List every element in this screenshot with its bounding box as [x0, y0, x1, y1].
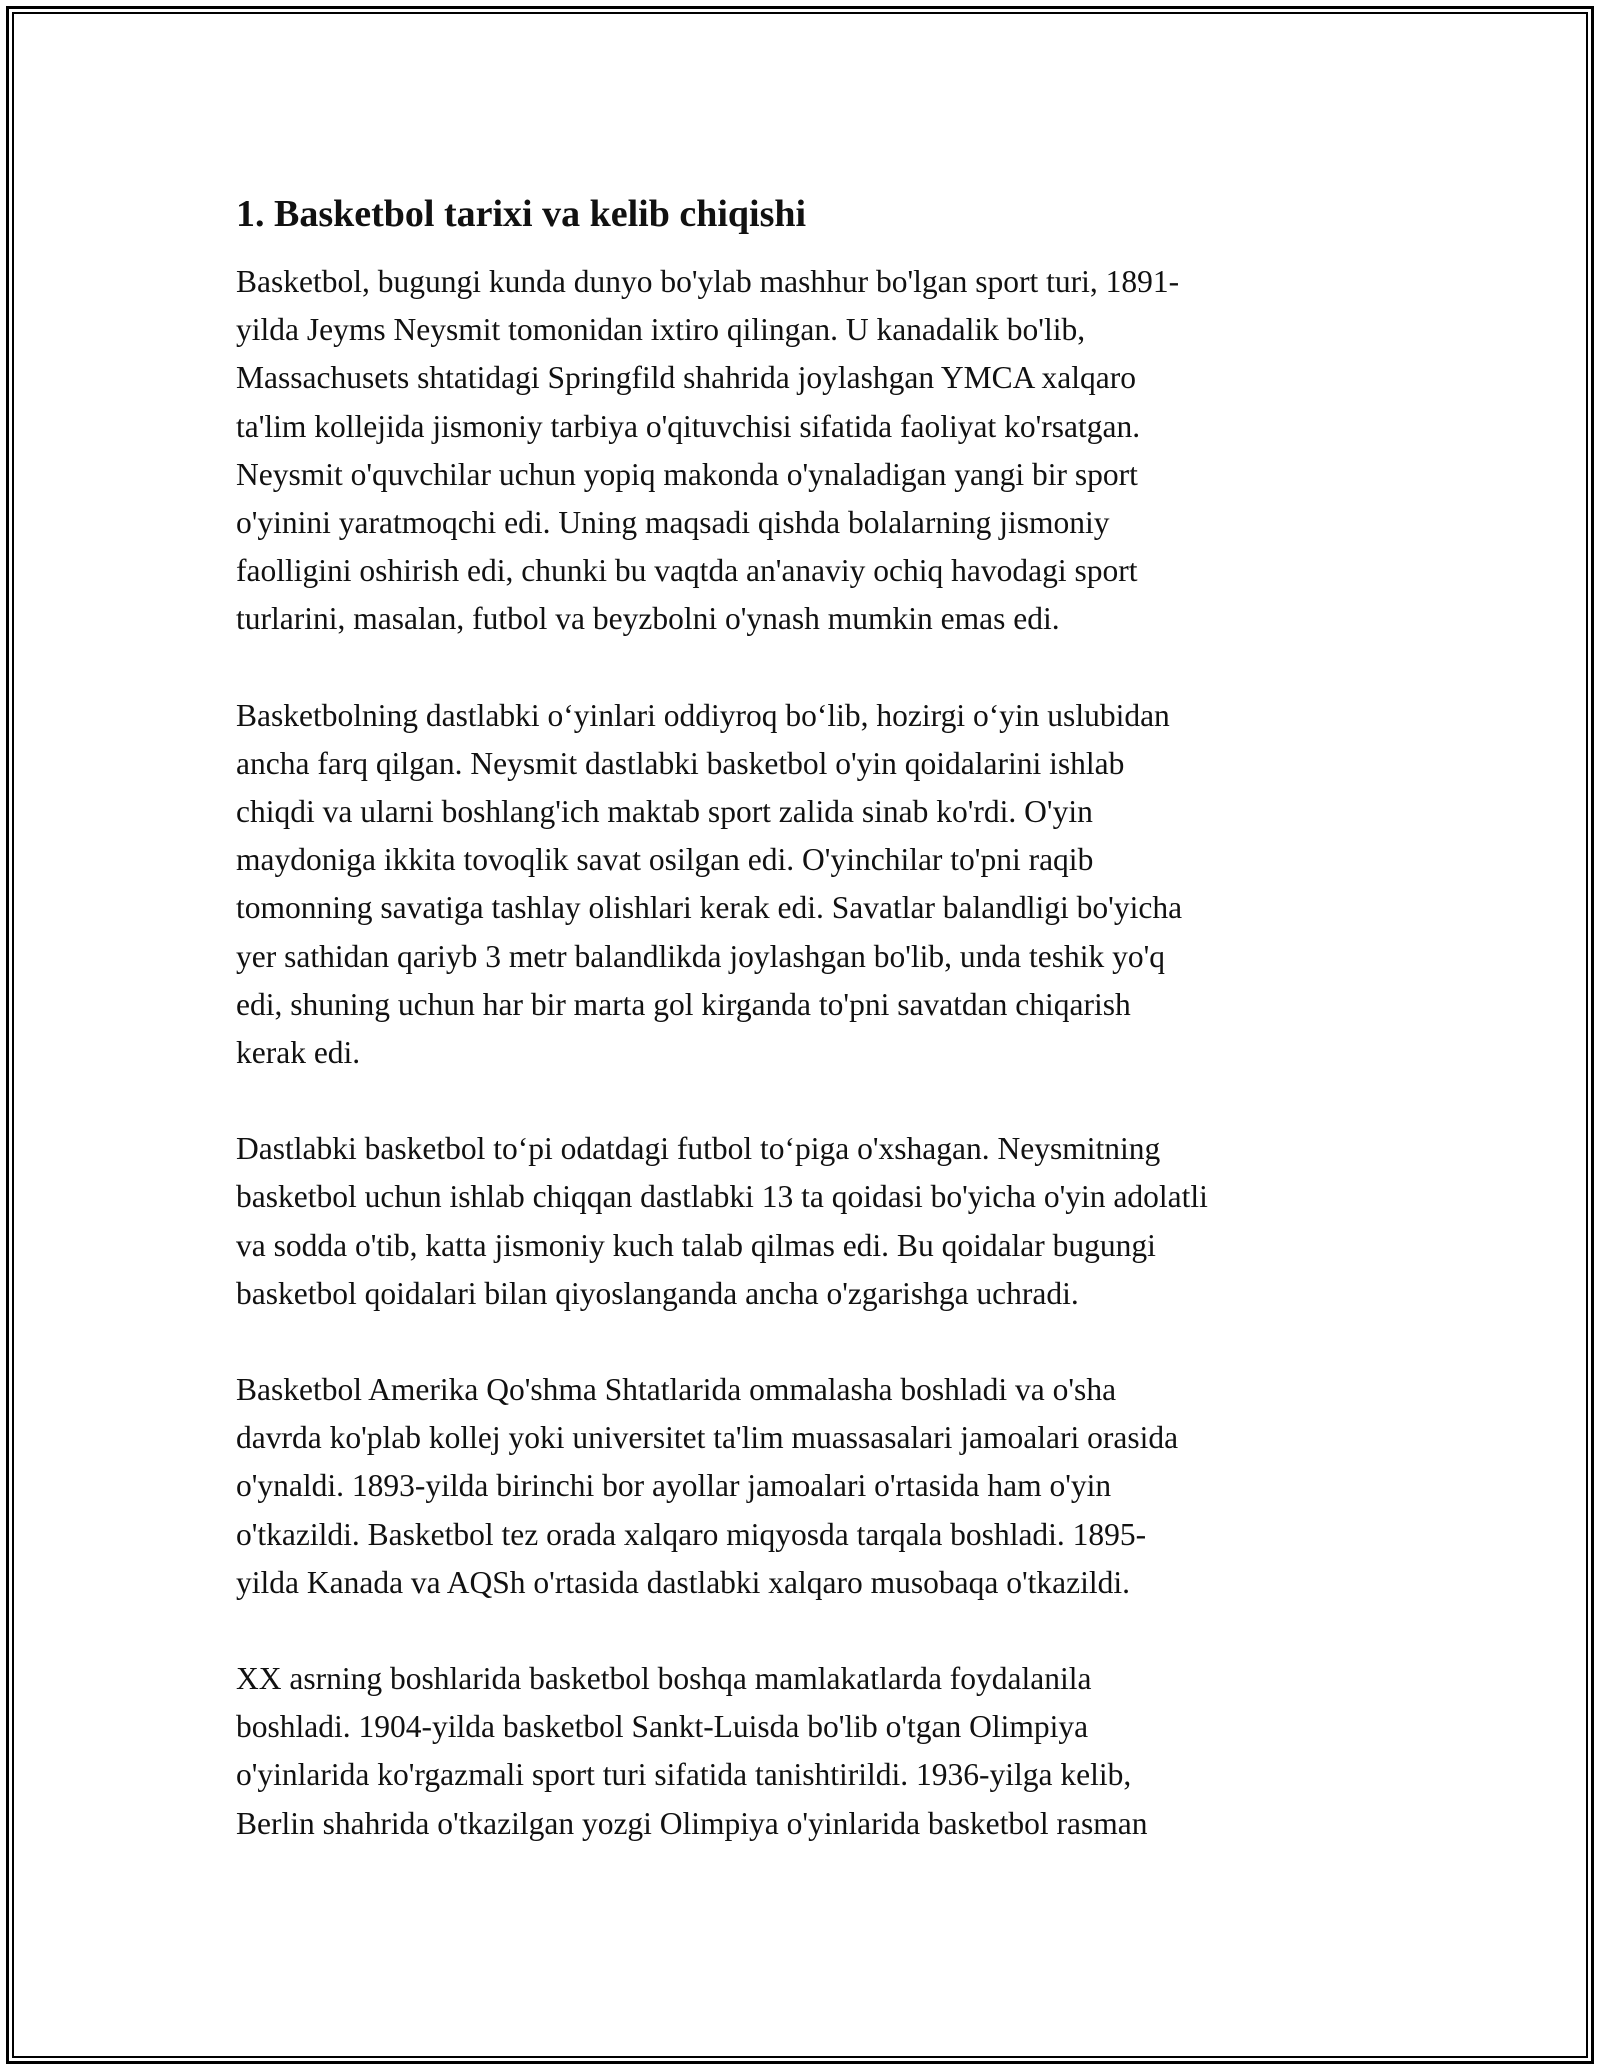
- text-line: davrda ko'plab kollej yoki universitet ta'lim muassasalari jamoalari orasida: [236, 1420, 1179, 1456]
- text-line: faolligini oshirish edi, chunki bu vaqtda an'anaviy ochiq havodagi sport: [236, 553, 1138, 589]
- text-line: yer sathidan qariyb 3 metr balandlikda joylashgan bo'lib, unda teshik yo'q: [236, 938, 1166, 974]
- text-line: edi, shuning uchun har bir marta gol kirganda to'pni savatdan chiqarish: [236, 986, 1131, 1022]
- paragraph-5: [236, 1655, 1376, 1848]
- text-line: basketbol uchun ishlab chiqqan dastlabki 13 ta qoidasi bo'yicha o'yin adolatli: [236, 1179, 1208, 1215]
- paragraph-1: [236, 258, 1376, 644]
- text-line: basketbol qoidalari bilan qiyoslanganda ancha o'zgarishga uchradi.: [236, 1275, 1079, 1311]
- text-line: o'yinini yaratmoqchi edi. Uning maqsadi qishda bolalarning jismoniy: [236, 505, 1110, 541]
- text-line: Dastlabki basketbol to‘pi odatdagi futbol to‘piga o'xshagan. Neysmitning: [236, 1131, 1161, 1167]
- text-line: tomonning savatiga tashlay olishlari kerak edi. Savatlar balandligi bo'yicha: [236, 890, 1183, 926]
- paragraph-4: [236, 1366, 1376, 1607]
- text-line: o'tkazildi. Basketbol tez orada xalqaro miqyosda tarqala boshladi. 1895-: [236, 1516, 1147, 1552]
- text-line: Basketbol, bugungi kunda dunyo bo'ylab mashhur bo'lgan sport turi, 1891-: [236, 264, 1180, 299]
- text-line: ancha farq qilgan. Neysmit dastlabki basketbol o'yin qoidalarini ishlab: [236, 745, 1125, 781]
- text-line: Berlin shahrida o'tkazilgan yozgi Olimpiya o'yinlarida basketbol rasman: [236, 1805, 1148, 1841]
- text-line: o'ynaldi. 1893-yilda birinchi bor ayollar jamoalari o'rtasida ham o'yin: [236, 1468, 1112, 1504]
- text-line: o'yinlarida ko'rgazmali sport turi sifatida tanishtirildi. 1936-yilga kelib,: [236, 1757, 1132, 1793]
- paragraph-2: [236, 692, 1376, 1078]
- text-line: yilda Kanada va AQSh o'rtasida dastlabki xalqaro musobaqa o'tkazildi.: [236, 1564, 1130, 1600]
- text-line: Basketbol Amerika Qo'shma Shtatlarida ommalasha boshladi va o'sha: [236, 1372, 1117, 1408]
- text-line: maydoniga ikkita tovoqlik savat osilgan edi. O'yinchilar to'pni raqib: [236, 842, 1094, 878]
- text-line: yilda Jeyms Neysmit tomonidan ixtiro qilingan. U kanadalik bo'lib,: [236, 312, 1086, 348]
- text-line: va sodda o'tib, katta jismoniy kuch talab qilmas edi. Bu qoidalar bugungi: [236, 1227, 1156, 1263]
- section-heading: 1. Basketbol tarixi va kelib chiqishi: [236, 193, 807, 235]
- text-line: Basketbolning dastlabki o‘yinlari oddiyroq bo‘lib, hozirgi o‘yin uslubidan: [236, 697, 1170, 733]
- document-body: [236, 188, 1376, 1896]
- text-line: ta'lim kollejida jismoniy tarbiya o'qituvchisi sifatida faoliyat ko'rsatgan.: [236, 408, 1141, 444]
- text-line: Massachusets shtatidagi Springfild shahrida joylashgan YMCA xalqaro: [236, 360, 1136, 396]
- paragraph-3: [236, 1125, 1376, 1318]
- text-line: chiqdi va ularni boshlang'ich maktab sport zalida sinab ko'rdi. O'yin: [236, 794, 1093, 830]
- text-line: Neysmit o'quvchilar uchun yopiq makonda o'ynaladigan yangi bir sport: [236, 456, 1138, 492]
- text-line: boshladi. 1904-yilda basketbol Sankt-Luisda bo'lib o'tgan Olimpiya: [236, 1709, 1089, 1745]
- text-line: XX asrning boshlarida basketbol boshqa mamlakatlarda foydalanila: [236, 1661, 1092, 1697]
- text-line: kerak edi.: [236, 1035, 361, 1071]
- text-line: turlarini, masalan, futbol va beyzbolni o'ynash mumkin emas edi.: [236, 601, 1060, 637]
